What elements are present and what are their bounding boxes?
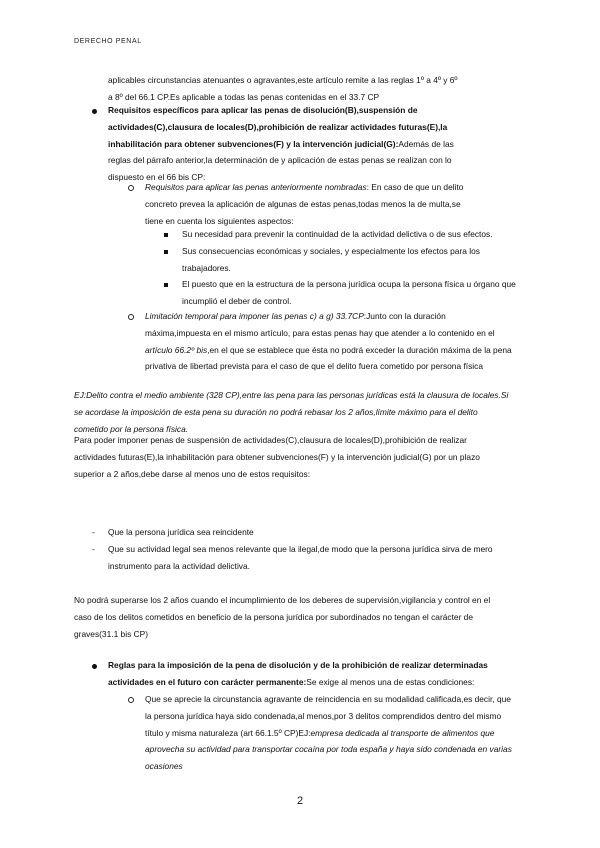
square-item	[182, 243, 480, 277]
paragraph-line: superior a 2 años,debe darse al menos uno de estos requisitos:	[74, 468, 311, 479]
sub2-line3-rest: ,en el que se establece que ésta no podrá exceder la duración máxima de la pena	[207, 344, 512, 355]
sub2-lead-rest: :Junto con la duración	[363, 311, 446, 321]
dash-item	[108, 524, 254, 541]
bullet-square-icon	[164, 283, 168, 287]
square-item	[182, 226, 493, 243]
sub2-line: máxima,impuesta en el mismo artículo, para estas penas hay que atender a lo contenido en el	[145, 327, 495, 338]
bullet2-line	[108, 674, 558, 691]
bullet2-normal-tail: Se exige al menos una de estas condiciones:	[306, 676, 475, 687]
sub3-line	[145, 725, 565, 742]
sub1-lead-rest: : En caso de que un delito	[366, 182, 464, 192]
paragraph-limite-dos-anos	[74, 592, 544, 642]
sub3-normal: título y misma naturaleza (art 66.1.5º CP)	[145, 727, 299, 738]
bullet1-bold-tail: inhabilitación para obtener subvenciones(F) y la intervención judicial(G):	[108, 138, 399, 149]
intro-line: aplicables circunstancias atenuantes o agravantes,este artículo remite a las reglas 1º a 4º y 6º	[108, 75, 458, 85]
dash-item-line: Que la persona jurídica sea reincidente	[108, 527, 254, 537]
sub1-italic-lead: Requisitos para aplicar las penas anteriormente nombradas	[145, 182, 367, 192]
dash-marker-icon: -	[92, 527, 95, 537]
bullet-disc-icon	[92, 664, 97, 669]
sub3-line: la persona jurídica haya sido condenada,al menos,por 3 delitos comprendidos dentro del mismo	[145, 710, 502, 721]
intro-line: a 8º del 66.1 CP.Es aplicable a todas las penas contenidas en el 33.7 CP	[108, 91, 380, 102]
example-medio-ambiente	[74, 387, 544, 437]
paragraph-line: graves(31.1 bis CP)	[74, 628, 149, 639]
sub3-italic: empresa dedicada al transporte de alimentos que	[310, 727, 495, 738]
bullet-square-icon	[164, 250, 168, 254]
bullet1-line: actividades(C),clausura de locales(D),prohibición de realizar actividades futuras(E),la	[108, 121, 448, 132]
paragraph-requisitos-plazo	[74, 432, 544, 482]
sub2-article-ref: artículo 66.2º bis	[145, 344, 208, 355]
sub3-line: aprovecha su actividad para transportar cocaína por toda españa y haya sido condenada en varias	[145, 744, 512, 755]
square-item-line: Su necesidad para prevenir la continuidad de la actividad delictiva o de sus efectos.	[182, 229, 493, 239]
sub1-line: concreto prevea la aplicación de algunas de estas penas,todas menos la de multa,se	[145, 198, 461, 209]
bullet-circle-icon	[128, 314, 134, 320]
square-item-line: Sus consecuencias económicas y sociales, y especialmente los efectos para los	[182, 246, 480, 256]
sub3-ej: EJ:	[298, 727, 311, 738]
paragraph-line: actividades futuras(E),la inhabilitación para obtener subvenciones(F) y la intervención judicial(G) por un plazo	[74, 451, 480, 462]
sub-reincidencia	[145, 691, 565, 775]
sub-limitacion-temporal	[145, 308, 565, 375]
bullet1-line	[108, 136, 548, 153]
page-number: 2	[296, 795, 304, 807]
paragraph-line: caso de los delitos cometidos en beneficio de la persona jurídica por subordinados no tengan el carácter de	[74, 611, 473, 622]
sub-requisitos-aplicar	[145, 179, 555, 229]
bullet-requisitos-especificos	[108, 102, 548, 186]
bullet2-bold-tail: actividades en el futuro con carácter permanente:	[108, 676, 307, 687]
dash-item-line: instrumento para la actividad delictiva.	[108, 560, 250, 571]
sub2-line	[145, 342, 565, 359]
sub2-italic-lead: Limitación temporal para imponer las penas c) a g) 33.7CP	[145, 311, 364, 321]
dash-item-line: Que su actividad legal sea menos relevante que la ilegal,de modo que la persona jurídica sirva de mero	[108, 544, 493, 554]
bullet1-line: dispuesto en el 66 bis CP:	[108, 172, 206, 183]
sub3-line: ocasiones	[145, 761, 183, 772]
sub3-line: Que se aprecie la circunstancia agravante de reincidencia en su modalidad calificada,es decir, que	[145, 694, 511, 704]
square-item-line: trabajadores.	[182, 262, 231, 273]
square-item	[182, 276, 516, 310]
page-header: DERECHO PENAL	[74, 38, 142, 45]
dash-marker-icon: -	[92, 544, 95, 554]
example-line: se acordase la imposición de esta pena su duración no podrá rebasar los 2 años,límite máximo para el delito	[74, 406, 478, 417]
bullet-disc-icon	[92, 109, 97, 114]
example-line: cometido por la persona física.	[74, 423, 189, 434]
sub2-line	[145, 308, 565, 325]
dash-item	[108, 541, 493, 575]
bullet-circle-icon	[128, 185, 134, 191]
bullet-reglas-disolucion	[108, 657, 558, 691]
bullet1-normal-tail: Además de las	[398, 138, 454, 149]
sub1-line: tiene en cuenta los siguientes aspectos:	[145, 215, 294, 226]
paragraph-line: Para poder imponer penas de suspensión de actividades(C),clausura de locales(D),prohibición de realizar	[74, 435, 467, 445]
sub1-line	[145, 179, 555, 196]
paragraph-line: No podrá superarse los 2 años cuando el incumplimiento de los deberes de supervisión,vigilancia y control en el	[74, 595, 491, 605]
bullet1-line: Requisitos específicos para aplicar las penas de disolución(B),suspensión de	[108, 105, 418, 115]
bullet-circle-icon	[128, 697, 134, 703]
bullet2-line: Reglas para la imposición de la pena de disolución y de la prohibición de realizar determinadas	[108, 660, 488, 670]
bullet-square-icon	[164, 233, 168, 237]
intro-paragraph	[108, 72, 458, 106]
bullet1-line: reglas del párrafo anterior,la determinación de y aplicación de estas penas se realizan con lo	[108, 155, 452, 166]
example-line: EJ:Delito contra el medio ambiente (328 CP),entre las pena para las personas jurídicas está la clausura de locales.Si	[74, 390, 509, 400]
square-item-line: El puesto que en la estructura de la persona jurídica ocupa la persona física u órgano que	[182, 279, 516, 289]
sub2-line: privativa de libertad prevista para el caso de que el delito fuera cometido por persona física	[145, 361, 483, 372]
square-item-line: incumplió el deber de control.	[182, 295, 292, 306]
